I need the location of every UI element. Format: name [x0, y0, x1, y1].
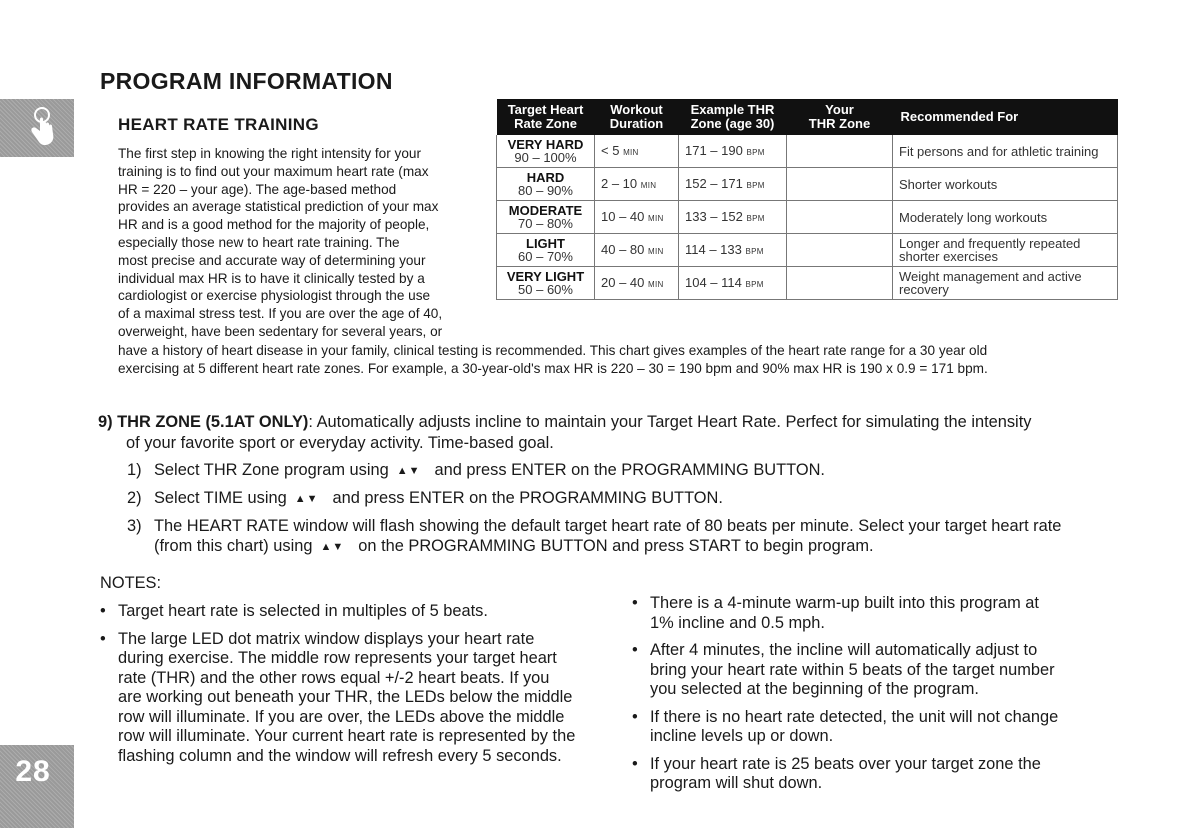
hand-pointer-icon [12, 105, 58, 151]
intro-line: provides an average statistical prediction of your max [118, 199, 439, 215]
table-row [497, 267, 1118, 300]
example-value: 114 – 133 [685, 241, 742, 257]
intro-paragraph [118, 145, 486, 341]
intro-line: exercising at 5 different heart rate zones. For example, a 30-year-old's max HR is 220 – 30 = 190 bpm and 90% max HR is 190 x 0.9 = 171 bpm. [118, 360, 988, 376]
notes-left-column [100, 602, 600, 774]
your-zone-cell [787, 135, 893, 168]
recommended-text: recovery [899, 282, 949, 297]
step-number: 3) [127, 517, 142, 535]
duration-value: 10 – 40 [601, 208, 645, 224]
example-unit: BPM [746, 180, 765, 190]
note-bullet [100, 602, 600, 622]
note-bullet [100, 630, 600, 767]
intro-line: especially those new to heart rate training. The [118, 234, 400, 250]
table-header-row [497, 99, 1118, 135]
example-cell [679, 135, 787, 168]
duration-unit: MIN [648, 213, 664, 223]
recommended-text: Fit persons and for athletic training [899, 143, 1099, 159]
table-row [497, 135, 1118, 168]
your-zone-cell [787, 234, 893, 267]
zone-cell [497, 267, 595, 300]
note-line: row will illuminate. If you are over, the LEDs above the middle [118, 707, 565, 726]
intro-paragraph-continued [118, 342, 1128, 378]
example-cell [679, 234, 787, 267]
step-number: 2) [127, 489, 142, 507]
program-title: THR ZONE (5.1AT ONLY) [117, 413, 309, 431]
intro-line: most precise and accurate way of determining your [118, 252, 426, 268]
program-step [127, 516, 1117, 557]
recommended-text: Weight management and active [899, 269, 1082, 284]
note-line: • After 4 minutes, the incline will automatically adjust to [650, 641, 1038, 659]
zone-percent: 80 – 90% [518, 183, 573, 198]
recommended-text: Moderately long workouts [899, 209, 1048, 225]
header-text: THR Zone [808, 116, 871, 131]
example-value: 104 – 114 [685, 274, 742, 290]
example-unit: BPM [746, 147, 765, 157]
notes-heading: NOTES: [100, 574, 162, 592]
duration-value: 20 – 40 [601, 274, 645, 290]
note-line: during exercise. The middle row represents your target heart [118, 649, 557, 667]
up-down-arrows-icon: ▲▼ [294, 493, 319, 505]
zone-name: VERY HARD [507, 137, 584, 152]
intro-line: overweight, have been sedentary for several years, or [118, 323, 443, 339]
duration-cell [595, 135, 679, 168]
note-line: are working out beneath your THR, the LEDs below the middle [118, 688, 573, 706]
step-number: 1) [127, 461, 142, 479]
note-line: 1% incline and 0.5 mph. [650, 613, 825, 632]
step-text: on the PROGRAMMING BUTTON and press START to begin program. [358, 537, 874, 555]
note-line: bring your heart rate within 5 beats of the target number [650, 660, 1055, 679]
duration-unit: MIN [648, 246, 664, 256]
recommended-cell [893, 168, 1118, 201]
recommended-text: Longer and frequently repeated [899, 236, 1081, 251]
table-header-cell [497, 99, 595, 135]
example-value: 171 – 190 [685, 142, 743, 158]
table-header-cell [893, 99, 1118, 135]
duration-value: 40 – 80 [601, 241, 645, 257]
zone-name: MODERATE [508, 203, 583, 218]
header-text: Workout [610, 102, 663, 117]
thr-zone-program [98, 412, 1108, 453]
header-text: Example THR [690, 102, 775, 117]
section-heading: HEART RATE TRAINING [118, 115, 319, 134]
zone-name: VERY LIGHT [506, 269, 585, 284]
table-header-cell [679, 99, 787, 135]
recommended-cell [893, 234, 1118, 267]
heart-rate-zone-table [496, 99, 1118, 300]
up-down-arrows-icon: ▲▼ [320, 541, 345, 553]
header-text: Recommended For [900, 109, 1019, 124]
note-line: flashing column and the window will refresh every 5 seconds. [118, 746, 562, 765]
note-line: incline levels up or down. [650, 727, 834, 745]
recommended-cell [893, 267, 1118, 300]
intro-line: training is to find out your maximum heart rate (max [118, 163, 429, 179]
note-line: • There is a 4-minute warm-up built into this program at [650, 594, 1039, 612]
step-text: Select TIME using [154, 489, 287, 507]
zone-percent: 90 – 100% [514, 150, 577, 165]
page-number: 28 [15, 755, 51, 788]
intro-line: HR and is a good method for the majority of people, [118, 217, 430, 233]
step-text: Select THR Zone program using [154, 461, 389, 479]
intro-line: cardiologist or exercise physiologist through the use [118, 288, 431, 304]
note-bullet [632, 641, 1112, 700]
header-text: Target Heart [507, 102, 584, 117]
your-zone-cell [787, 201, 893, 234]
zone-cell [497, 135, 595, 168]
zone-cell [497, 234, 595, 267]
step-text: (from this chart) using [154, 537, 313, 555]
duration-unit: MIN [648, 279, 664, 289]
intro-line: HR = 220 – your age). The age-based method [118, 181, 397, 197]
up-down-arrows-icon: ▲▼ [396, 465, 421, 477]
example-unit: BPM [746, 213, 765, 223]
example-cell [679, 267, 787, 300]
zone-percent: 50 – 60% [518, 282, 573, 297]
example-value: 152 – 171 [685, 175, 743, 191]
intro-line: individual max HR is to have it clinically tested by a [118, 270, 425, 286]
example-value: 133 – 152 [685, 208, 743, 224]
recommended-text: shorter exercises [899, 249, 998, 264]
note-line: program will shut down. [650, 774, 823, 792]
header-text: Rate Zone [514, 116, 577, 131]
duration-unit: MIN [640, 180, 657, 190]
step-text: The HEART RATE window will flash showing the default target heart rate of 80 beats per minute. Select your target heart rate [154, 517, 1062, 535]
program-description: : Automatically adjusts incline to maintain your Target Heart Rate. Perfect for simulating the intensity [308, 413, 1032, 431]
example-cell [679, 201, 787, 234]
header-text: Duration [609, 116, 664, 131]
intro-line: have a history of heart disease in your family, clinical testing is recommended. This chart gives examples of the heart rate range for a 30 year old [118, 343, 988, 358]
page-number-tab [0, 745, 74, 828]
zone-percent: 70 – 80% [518, 216, 573, 231]
program-step [127, 488, 1117, 509]
your-zone-cell [787, 267, 893, 300]
note-bullet [632, 708, 1112, 747]
table-header-cell [595, 99, 679, 135]
zone-name: LIGHT [526, 236, 565, 251]
program-number: 9) [98, 413, 113, 431]
table-row [497, 201, 1118, 234]
zone-cell [497, 201, 595, 234]
note-line: • The large LED dot matrix window displays your heart rate [118, 629, 535, 648]
step-text: and press ENTER on the PROGRAMMING BUTTON. [332, 489, 723, 507]
intro-line: of a maximal stress test. If you are over the age of 40, [118, 306, 443, 322]
program-description-cont: of your favorite sport or everyday activity. Time-based goal. [126, 433, 554, 452]
example-cell [679, 168, 787, 201]
duration-cell [595, 267, 679, 300]
note-line: you selected at the beginning of the program. [650, 680, 979, 698]
zone-name: HARD [526, 170, 565, 185]
table-header-cell [787, 99, 893, 135]
note-line: • If there is no heart rate detected, the unit will not change [650, 707, 1059, 726]
note-bullet [632, 594, 1112, 633]
recommended-cell [893, 201, 1118, 234]
table-row [497, 168, 1118, 201]
page-title: PROGRAM INFORMATION [100, 68, 393, 94]
duration-cell [595, 234, 679, 267]
duration-cell [595, 168, 679, 201]
note-bullet [632, 755, 1112, 794]
intro-line: The first step in knowing the right intensity for your [118, 146, 421, 161]
table-row [497, 234, 1118, 267]
note-line: • Target heart rate is selected in multiples of 5 beats. [118, 602, 488, 620]
duration-value: < 5 [601, 142, 620, 158]
note-line: row will illuminate. Your current heart rate is represented by the [118, 727, 576, 745]
note-line: • If your heart rate is 25 beats over your target zone the [650, 754, 1041, 773]
zone-cell [497, 168, 595, 201]
notes-right-column [632, 594, 1112, 802]
header-text: Zone (age 30) [690, 116, 775, 131]
your-zone-cell [787, 168, 893, 201]
note-line: rate (THR) and the other rows equal +/-2 heart beats. If you [118, 668, 550, 687]
step-text: and press ENTER on the PROGRAMMING BUTTON. [434, 461, 825, 479]
example-unit: BPM [745, 246, 764, 256]
recommended-cell [893, 135, 1118, 168]
duration-value: 2 – 10 [601, 175, 638, 191]
recommended-text: Shorter workouts [899, 176, 998, 192]
zone-percent: 60 – 70% [518, 249, 573, 264]
duration-cell [595, 201, 679, 234]
duration-unit: MIN [623, 147, 639, 157]
program-step [127, 460, 1117, 481]
example-unit: BPM [745, 279, 764, 289]
section-icon-tab [0, 99, 74, 157]
header-text: Your [825, 102, 854, 117]
